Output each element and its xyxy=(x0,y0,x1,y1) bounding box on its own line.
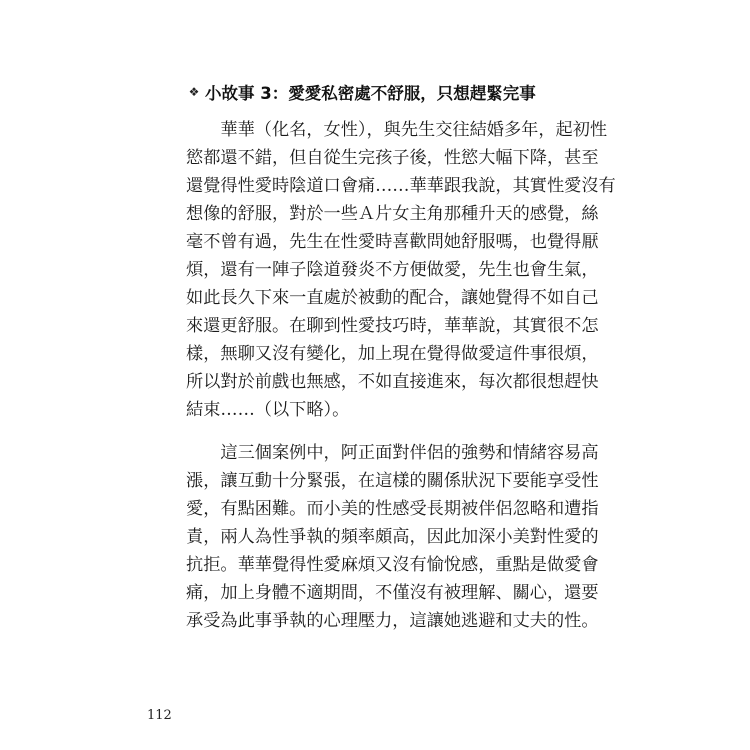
diamond-bullet-icon: ❖ xyxy=(188,85,200,99)
paragraph-line: 所以對於前戲也無感，不如直接進來，每次都很想趕快 xyxy=(186,372,599,392)
paragraph-line: 愛，有點困難。而小美的性感受長期被伴侶忽略和遭指 xyxy=(186,499,599,519)
section-heading xyxy=(186,77,606,107)
paragraph-line: 抗拒。華華覺得性愛麻煩又沒有愉悅感，重點是做愛會 xyxy=(186,555,599,575)
section-heading-text: 小故事 3：愛愛私密處不舒服，只想趕緊完事 xyxy=(205,84,536,103)
paragraph-line: 煩，還有一陣子陰道發炎不方便做愛，先生也會生氣， xyxy=(186,260,599,280)
paragraph-line: 結束……（以下略）。 xyxy=(186,400,350,420)
paragraph-line: 樣，無聊又沒有變化，加上現在覺得做愛這件事很煩， xyxy=(186,344,599,364)
paragraph-line: 如此長久下來一直處於被動的配合，讓她覺得不如自己 xyxy=(186,288,599,308)
paragraph-line: 還覺得性愛時陰道口會痛……華華跟我說，其實性愛沒有 xyxy=(186,176,616,196)
paragraph-line: 華華（化名，女性），與先生交往結婚多年，起初性 xyxy=(186,120,608,140)
page-number: 112 xyxy=(147,708,172,723)
paragraph-line: 這三個案例中，阿正面對伴侶的強勢和情緒容易高 xyxy=(186,443,599,463)
paragraph-line: 想像的舒服，對於一些Ａ片女主角那種升天的感覺，絲 xyxy=(186,204,599,224)
paragraph-line: 來還更舒服。在聊到性愛技巧時，華華說，其實很不怎 xyxy=(186,316,599,336)
paragraph-line: 慾都還不錯，但自從生完孩子後，性慾大幅下降，甚至 xyxy=(186,148,599,168)
paragraph-line: 漲，讓互動十分緊張，在這樣的關係狀況下要能享受性 xyxy=(186,471,599,491)
paragraph-line: 痛，加上身體不適期間，不僅沒有被理解、關心，還要 xyxy=(186,583,599,603)
paragraph-line: 責，兩人為性爭執的頻率頗高，因此加深小美對性愛的 xyxy=(186,527,599,547)
paragraph-line: 毫不曾有過，先生在性愛時喜歡問她舒服嗎，也覺得厭 xyxy=(186,232,599,252)
paragraph-line: 承受為此事爭執的心理壓力，這讓她逃避和丈夫的性。 xyxy=(186,611,599,631)
